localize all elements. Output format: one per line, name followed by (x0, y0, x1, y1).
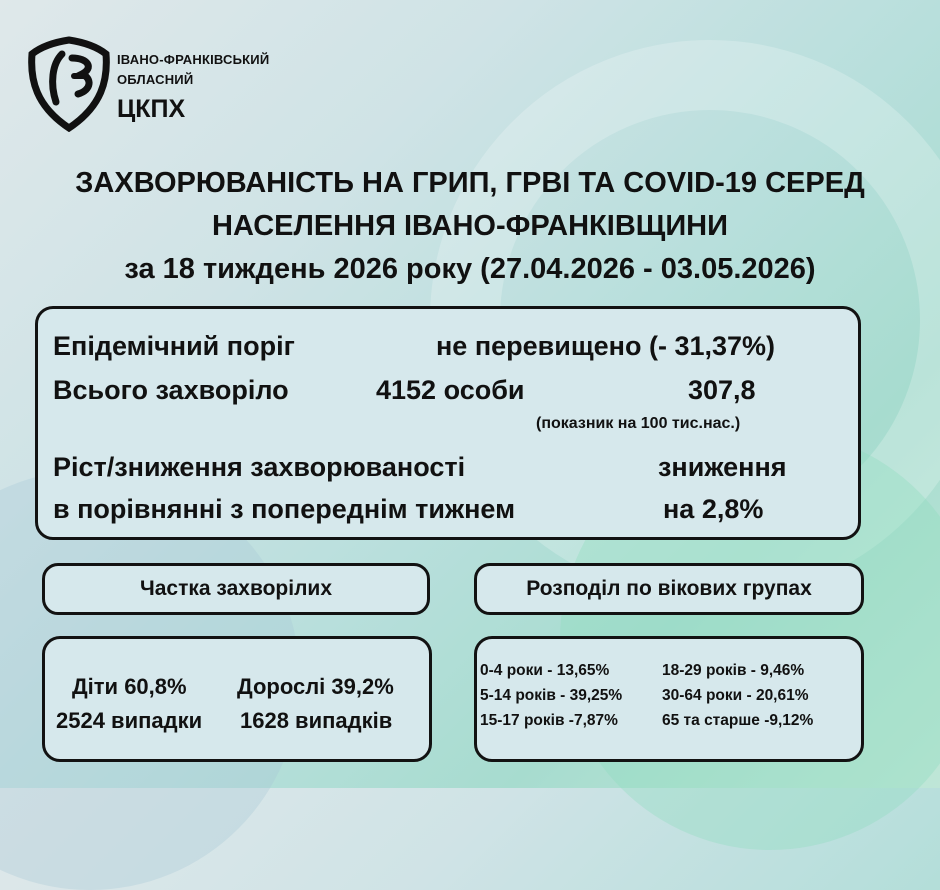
age-panel (474, 636, 864, 762)
total-rate: 307,8 (688, 375, 756, 405)
age-group-item: 18-29 років - 9,46% (662, 662, 805, 679)
page-subtitle: за 18 тиждень 2026 року (27.04.2026 - 03.05.2026) (124, 253, 816, 285)
children-percent: Діти 60,8% (72, 674, 187, 699)
logo-text (117, 50, 269, 126)
logo (26, 36, 112, 132)
adults-percent: Дорослі 39,2% (237, 674, 394, 699)
share-panel (42, 636, 432, 762)
age-header-pill (474, 563, 864, 615)
change-value-2: на 2,8% (663, 494, 764, 524)
summary-panel (35, 306, 861, 540)
share-header-pill (42, 563, 430, 615)
page-title-line-1: ЗАХВОРЮВАНІСТЬ НА ГРИП, ГРВІ ТА COVID-19 СЕРЕД (75, 167, 865, 199)
age-group-item: 15-17 років -7,87% (480, 712, 618, 729)
change-label-1: Ріст/зниження захворюваності (53, 452, 466, 482)
logo-line-2: ОБЛАСНИЙ (117, 72, 194, 87)
threshold-label: Епідемічний поріг (53, 331, 295, 361)
shield-logo-icon (26, 36, 112, 132)
change-label-2: в порівнянні з попереднім тижнем (53, 494, 516, 524)
logo-abbr: ЦКПХ (117, 95, 186, 123)
age-group-item: 5-14 років - 39,25% (480, 687, 623, 704)
page-title-line-2: НАСЕЛЕННЯ ІВАНО-ФРАНКІВЩИНИ (212, 210, 728, 242)
age-header: Розподіл по вікових групах (526, 577, 812, 600)
children-cases: 2524 випадки (56, 708, 203, 733)
change-value-1: зниження (658, 452, 787, 482)
age-group-item: 0-4 роки - 13,65% (480, 662, 610, 679)
adults-cases: 1628 випадків (240, 708, 393, 733)
rate-note: (показник на 100 тис.нас.) (536, 415, 741, 432)
age-group-item: 65 та старше -9,12% (662, 712, 814, 729)
logo-line-1: ІВАНО-ФРАНКІВСЬКИЙ (117, 52, 270, 67)
age-group-item: 30-64 роки - 20,61% (662, 687, 809, 704)
total-count: 4152 особи (376, 375, 525, 405)
threshold-value: не перевищено (- 31,37%) (436, 331, 776, 361)
share-header: Частка захворілих (140, 577, 332, 600)
total-label: Всього захворіло (53, 375, 289, 405)
